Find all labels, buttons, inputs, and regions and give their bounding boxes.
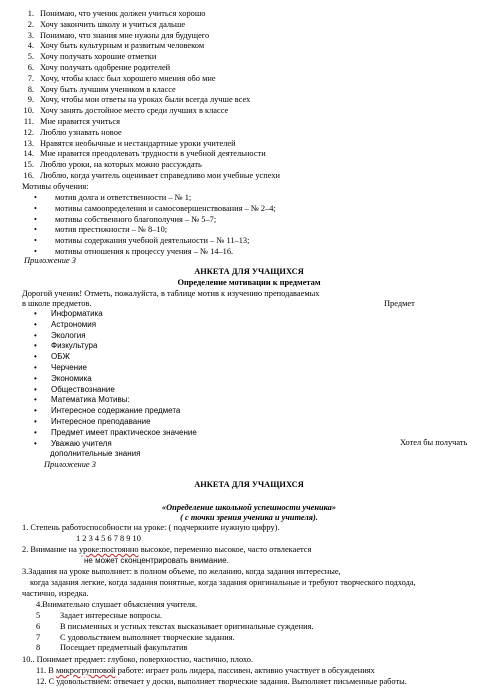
list-item: 3. Понимаю, что знания мне нужны для будущего <box>27 30 210 40</box>
list-item: 6. Хочу получать одобрение родителей <box>27 63 171 72</box>
list-item: 7. Хочу, чтобы класс был хорошего мнения обо мне <box>27 73 216 83</box>
bullet-icon: • <box>34 406 37 416</box>
extra-knowledge-label: дополнительные знания <box>50 449 141 458</box>
list-item: 15. Люблю уроки, на которых можно рассуждать <box>23 160 202 170</box>
question-10: 10.. Понимает предмет: глубоко, поверхностно, частично, плохо. <box>22 655 254 664</box>
list-item: • Интересное содержание предмета <box>34 406 181 416</box>
list-item: • мотивы отношения к процессу учения – № 14–16. <box>34 247 234 256</box>
bullet-icon: • <box>34 417 37 426</box>
work-capacity-scale: 1 2 3 4 5 6 7 8 9 10 <box>76 534 141 543</box>
list-item: 2. Хочу закончить школу и учиться дальше <box>27 19 186 29</box>
list-item: 4. Хочу быть культурным и развитым человеком <box>27 41 205 51</box>
list-item: 12. Люблю узнавать новое <box>23 127 122 137</box>
list-item: 8 Посещает предметный факультатив <box>36 643 188 653</box>
list-item: • Астрономия <box>34 319 97 329</box>
list-item: • ОБЖ <box>34 352 70 362</box>
bullet-icon: • <box>34 309 37 318</box>
list-item: • мотивы содержания учебной деятельности – № 11–13; <box>34 236 250 246</box>
question-2-cont: не может сконцентрировать внимание. <box>84 556 229 565</box>
bullet-icon: • <box>34 427 37 437</box>
bullet-icon: • <box>34 236 37 246</box>
survey2-subtitle: «Определение школьной успешности ученика» <box>161 503 337 512</box>
list-item: • мотив долга и ответственности – № 1; <box>34 193 192 202</box>
bullet-icon: • <box>34 247 37 256</box>
column-want-header: Хотел бы получать <box>400 438 468 447</box>
list-item: • мотивы собственного благополучия – № 5–7; <box>34 214 217 224</box>
survey-title: АНКЕТА ДЛЯ УЧАЩИХСЯ <box>194 267 304 276</box>
list-item: 11. Мне нравится учиться <box>23 117 120 126</box>
question-4: 4.Внимательно слушает объяснения учителя. <box>36 600 198 609</box>
list-item: 1. Понимаю, что ученик должен учиться хорошо <box>27 9 206 18</box>
list-item: • Уважаю учителя <box>34 438 112 448</box>
question-1: 1. Степень работоспособности на уроке: ( подчеркните нужную цифру). <box>22 523 280 532</box>
list-item: • Черчение <box>34 363 88 372</box>
list-item: • Экология <box>34 330 86 340</box>
survey-intro: Дорогой ученик! Отметь, пожалуйста, в таблице мотив к изучению преподаваемых <box>22 289 320 298</box>
bullet-icon: • <box>34 330 37 340</box>
bullet-icon: • <box>34 225 37 235</box>
list-item: • Информатика <box>34 309 103 318</box>
bullet-icon: • <box>34 395 37 405</box>
bullet-icon: • <box>34 363 37 372</box>
bullet-icon: • <box>34 203 37 213</box>
list-item: • Физкультура <box>34 341 98 351</box>
list-item: 6 В письменных и устных текстах высказывает оригинальные суждения. <box>36 621 314 631</box>
bullet-icon: • <box>34 341 37 351</box>
list-item: 7 С удовольствием выполняет творческие задания. <box>36 632 235 642</box>
survey2-subtitle-cont: ( с точки зрения ученика и учителя). <box>180 513 318 522</box>
list-item: 5 Задает интересные вопросы. <box>36 611 163 620</box>
question-11: 11. В микрогрупповой работе: играет роль лидера, пассивен, активно участвует в обсуждениях <box>36 666 375 675</box>
question-3: 3.Задания на уроке выполняет: в полном объеме, по желанию, когда задания интересные, <box>22 567 341 576</box>
list-item: • мотивы самоопределения и самосовершенствования – № 2–4; <box>34 203 276 213</box>
list-item: • Интересное преподавание <box>34 417 151 426</box>
list-item: 9. Хочу, чтобы мои ответы на уроках были всегда лучше всех <box>27 95 251 105</box>
bullet-icon: • <box>34 214 37 224</box>
appendix-label: Приложение 3 <box>24 256 76 265</box>
list-item: • Математика Мотивы: <box>34 395 130 405</box>
list-item: 5. Хочу получать хорошие отметки <box>27 52 157 62</box>
survey2-title: АНКЕТА ДЛЯ УЧАЩИХСЯ <box>194 480 304 489</box>
list-item: 13. Нравятся необычные и нестандартные уроки учителей <box>23 138 236 148</box>
list-item: • Обществознание <box>34 384 115 394</box>
list-item: • Предмет имеет практическое значение <box>34 427 197 437</box>
bullet-icon: • <box>34 373 37 383</box>
list-item: 16. Люблю, когда учитель оценивает справедливо мои учебные успехи <box>23 171 281 180</box>
bullet-icon: • <box>34 438 37 448</box>
list-item: • Экономика <box>34 373 92 383</box>
bullet-icon: • <box>34 319 37 329</box>
list-item: 8. Хочу быть лучшим учеником в классе <box>27 84 176 94</box>
column-subject-header: Предмет <box>384 299 415 308</box>
list-item: • мотив престижности – № 8–10; <box>34 225 168 235</box>
list-item: 10. Хочу занять достойное место среди лучших в классе <box>23 106 229 116</box>
appendix-label-2: Приложение 3 <box>44 460 96 469</box>
survey-intro-cont: в школе предметов. <box>22 299 92 308</box>
question-12: 12. С удовольствием: отвечает у доски, выполняет творческие задания. Выполняет письменные работы. <box>36 677 407 686</box>
question-2: 2. Внимание на уроке:постоянно высокое, переменно высокое, часто отвлекается <box>22 545 312 554</box>
question-3-end: частично, изредка. <box>22 589 89 598</box>
motives-heading: Мотивы обучения: <box>22 182 89 191</box>
survey-subtitle: Определение мотивации к предметам <box>177 278 321 287</box>
list-item: 14. Мне нравится преодолевать трудности в учебной деятельности <box>23 149 266 159</box>
bullet-icon: • <box>34 193 37 202</box>
bullet-icon: • <box>34 384 37 394</box>
spellcheck-word-2: микрогрупповой <box>55 666 116 675</box>
bullet-icon: • <box>34 352 37 362</box>
question-3-cont: когда задания легкие, когда задания понятные, когда задания оригинальные и требуют творческого подхода, <box>30 578 416 587</box>
spellcheck-word: уроке:постоянно <box>78 545 139 554</box>
